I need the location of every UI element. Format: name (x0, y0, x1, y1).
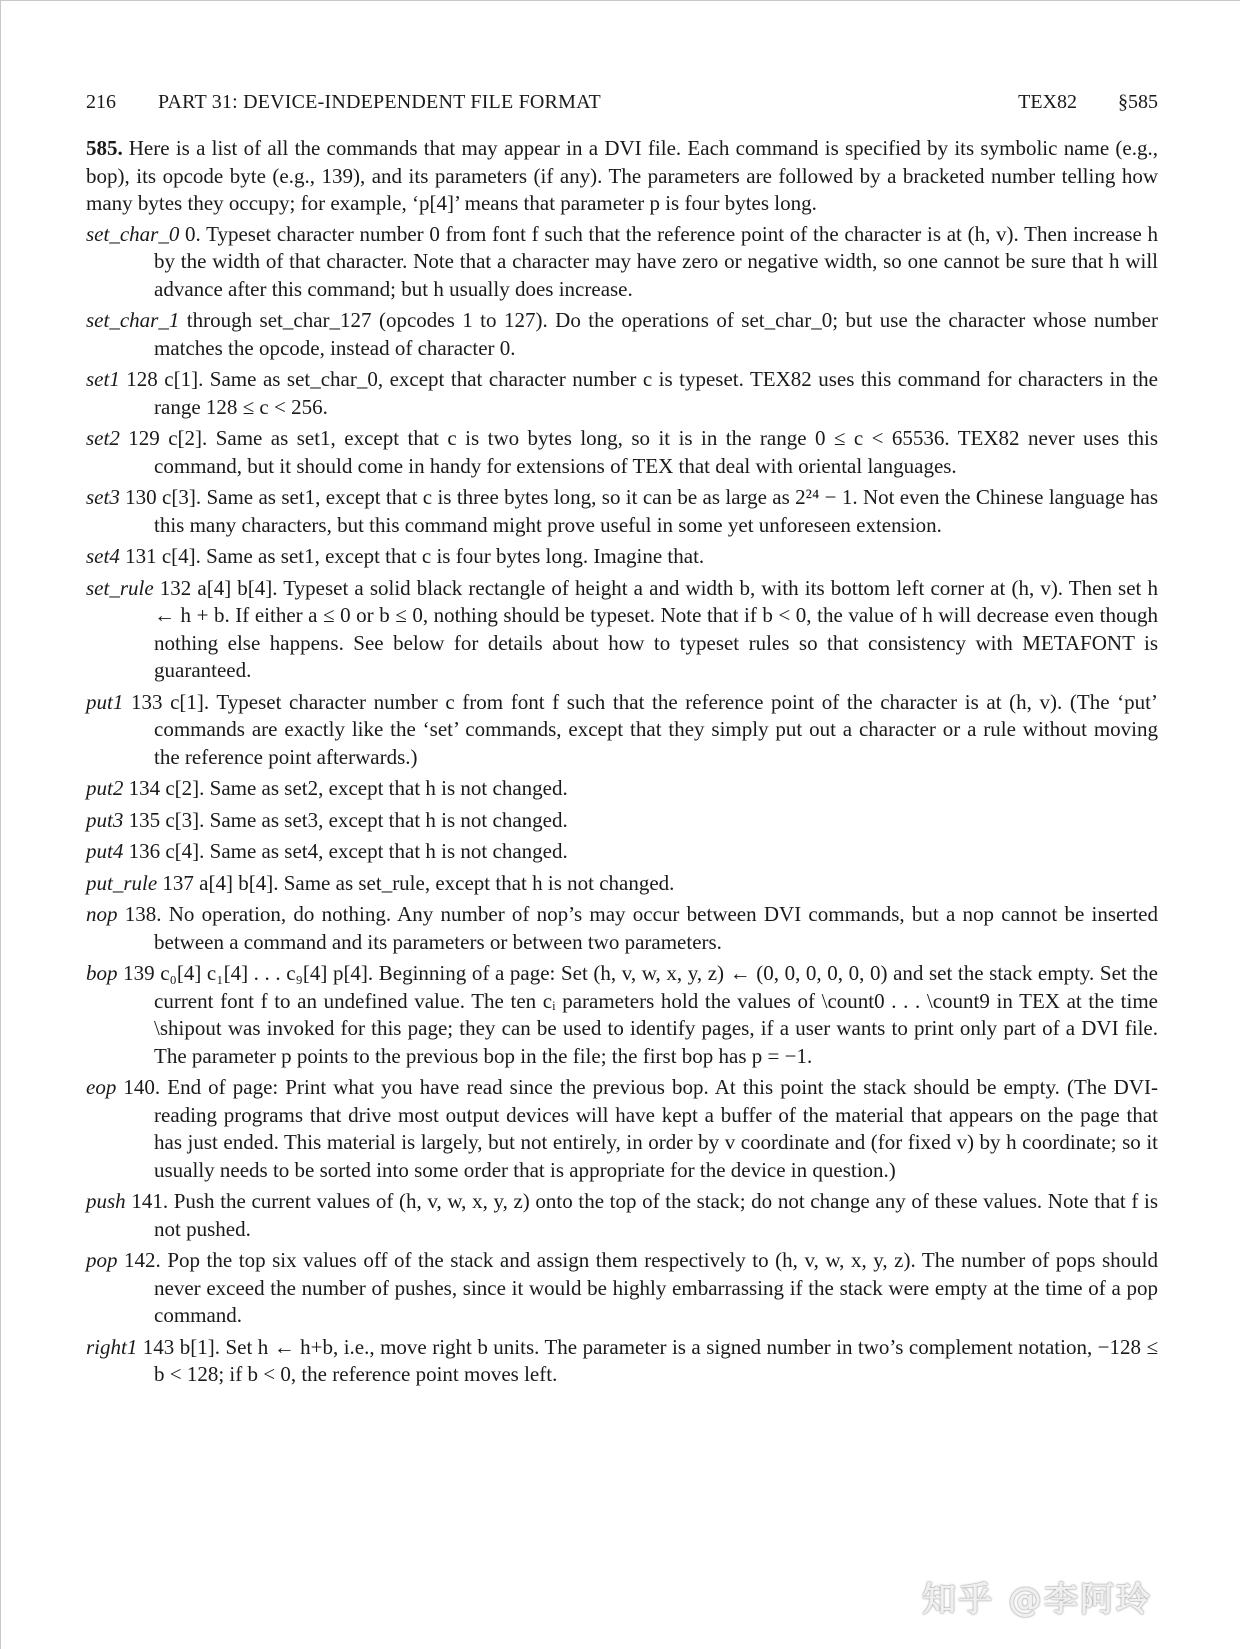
command-description: 143 b[1]. Set h ← h+b, i.e., move right b units. The parameter is a signed number in two’s complement notation, −128 ≤ b < 128; if b < 0, the reference point moves left. (137, 1334, 1158, 1386)
header-right (982, 89, 1158, 115)
command-name: set4 (86, 544, 120, 568)
command-name: set1 (86, 367, 120, 391)
watermark: 知乎 @李阿玲 (922, 1580, 1152, 1620)
command-description: 138. No operation, do nothing. Any number of nop’s may occur between DVI commands, but a nop cannot be inserted between a command and its parameters or between two parameters. (117, 902, 1158, 954)
command-name: set_char_0 (86, 221, 180, 246)
section-label: 585. (86, 136, 123, 160)
command-entry (86, 901, 1158, 956)
intro-paragraph (86, 135, 1158, 218)
program-name: TEX82 (1018, 91, 1077, 113)
command-entry (86, 484, 1158, 539)
command-description: 132 a[4] b[4]. Typeset a solid black rectangle of height a and width b, with its bottom left corner at (h, v). Then set h ← h + b. If either a ≤ 0 or b ≤ 0, nothing should be typeset. Note that if b < 0, the value of h will decrease even though nothing else happens. See below for details about how to typeset rules so that consistency with METAFONT is guaranteed. (153, 575, 1158, 682)
command-description: 135 c[3]. Same as set3, except that h is not changed. (123, 807, 568, 832)
command-description: 129 c[2]. Same as set1, except that c is two bytes long, so it is in the range 0 ≤ c < 65536. TEX82 never uses this command, but it should come in handy for extensions of TEX that deal with oriental languages. (119, 426, 1158, 478)
command-entry (86, 1334, 1158, 1389)
command-entry (86, 807, 1158, 835)
command-entry (86, 307, 1158, 362)
command-entry (86, 425, 1158, 480)
command-entry (86, 838, 1158, 866)
command-entry (86, 870, 1158, 898)
command-name: set2 (86, 426, 120, 450)
page-number: 216 (86, 91, 116, 113)
section-body (86, 135, 1158, 1393)
command-name: put2 (86, 776, 124, 800)
command-name: put_rule (86, 870, 158, 895)
command-name: set_char_1 (86, 308, 180, 332)
command-name: put3 (86, 807, 124, 832)
command-entry (86, 366, 1158, 421)
command-entry (86, 775, 1158, 803)
command-name: bop (86, 961, 118, 985)
command-name: put1 (86, 689, 124, 714)
command-description: 0. Typeset character number 0 from font f such that the reference point of the character is at (h, v). Then increase h by the width of that character. Note that a character may have zero or negative width, so one cannot be sure that h will advance after this command; but h usually does increase. (154, 221, 1158, 301)
part-title: PART 31: DEVICE-INDEPENDENT FILE FORMAT (158, 91, 601, 113)
command-name: push (86, 1189, 126, 1213)
command-entry (86, 1074, 1158, 1184)
command-description: 131 c[4]. Same as set1, except that c is four bytes long. Imagine that. (119, 544, 705, 568)
command-description: through set_char_127 (opcodes 1 to 127). Do the operations of set_char_0; but use the character whose number matches the opcode, instead of character 0. (154, 308, 1158, 360)
command-name: right1 (86, 1334, 138, 1359)
command-entry (86, 543, 1158, 571)
command-list (86, 221, 1158, 1389)
command-name: put4 (86, 839, 124, 863)
command-description: 142. Pop the top six values off of the stack and assign them respectively to (h, v, w, x, y, z). The number of pops should never exceed the number of pushes, since it would be highly embarrassing if the stack were empty at the time of a pop command. (117, 1248, 1158, 1327)
command-description: 140. End of page: Print what you have read since the previous bop. At this point the stack should be empty. (The DVI-reading programs that drive most output devices will have kept a buffer of the material that appears on the page that has just ended. This material is largely, but not entirely, in order by v coordinate and (for fixed v) by h coordinate; so it usually needs to be sorted into some order that is appropriate for the device in question.) (116, 1075, 1158, 1182)
section-number: §585 (1118, 91, 1158, 113)
command-name: set3 (86, 485, 120, 509)
command-name: nop (86, 902, 118, 926)
command-description: 141. Push the current values of (h, v, w, x, y, z) onto the top of the stack; do not change any of these values. Note that f is not pushed. (125, 1189, 1158, 1241)
command-entry (86, 575, 1158, 685)
command-description: 136 c[4]. Same as set4, except that h is not changed. (123, 839, 568, 863)
running-header (86, 89, 1158, 115)
command-name: pop (86, 1248, 118, 1272)
intro-text: Here is a list of all the commands that may appear in a DVI file. Each command is specified by its symbolic name (e.g., bop), its opcode byte (e.g., 139), and its parameters (if any). The parameters are followed by a bracketed number telling how many bytes they occupy; for example, ‘p[4]’ means that parameter p is four bytes long. (86, 136, 1158, 215)
command-description: 137 a[4] b[4]. Same as set_rule, except that h is not changed. (157, 870, 675, 895)
command-description: 139 c₀[4] c₁[4] . . . c₉[4] p[4]. Beginning of a page: Set (h, v, w, x, y, z) ← (0, 0, 0, 0, 0, 0) and set the stack empty. Set the current font f to an undefined value. The ten cᵢ parameters hold the values of \count0 . . . \count9 in TEX at the time \shipout was invoked for this page; they can be used to identify pages, if a user wants to print only part of a DVI file. The parameter p points to the previous bop in the file; the first bop has p = −1. (117, 961, 1158, 1068)
command-entry (86, 1188, 1158, 1243)
command-description: 134 c[2]. Same as set2, except that h is not changed. (123, 776, 568, 800)
command-description: 128 c[1]. Same as set_char_0, except that character number c is typeset. TEX82 uses this command for characters in the range 128 ≤ c < 256. (119, 367, 1158, 419)
command-description: 130 c[3]. Same as set1, except that c is three bytes long, so it can be as large as 2²⁴ − 1. Not even the Chinese language has this many characters, but this command might prove useful in some yet unforeseen extension. (119, 485, 1158, 537)
command-entry (86, 960, 1158, 1070)
command-entry (86, 689, 1158, 772)
command-description: 133 c[1]. Typeset character number c from font f such that the reference point of the character is at (h, v). (The ‘put’ commands are exactly like the ‘set’ commands, except that they simply put out a character or a rule without moving the reference point afterwards.) (123, 689, 1158, 769)
command-entry (86, 221, 1158, 304)
command-name: eop (86, 1075, 117, 1099)
command-entry (86, 1247, 1158, 1330)
command-name: set_rule (86, 575, 154, 600)
